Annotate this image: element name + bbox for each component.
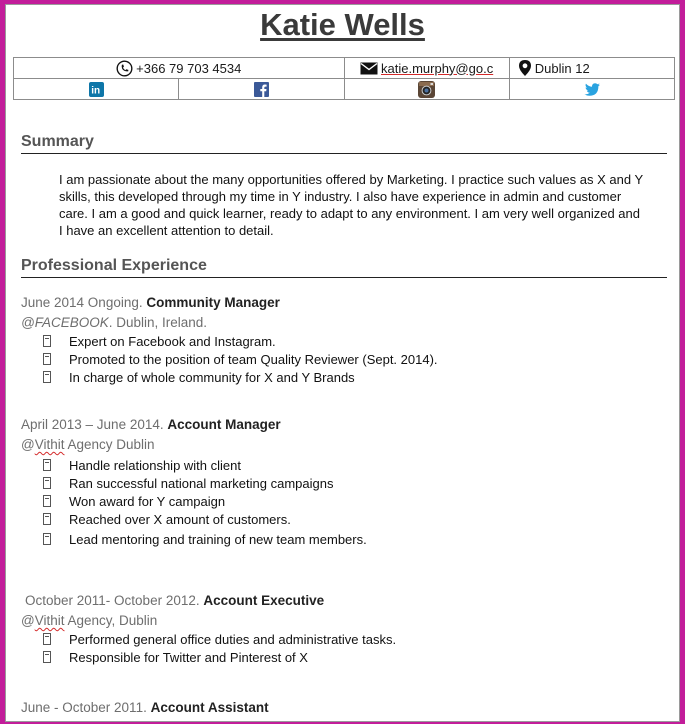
location-cell: [509, 58, 674, 79]
bullet-box-icon: [43, 459, 51, 471]
phone-number: +366 79 703 4534: [136, 60, 242, 76]
list-item: [43, 350, 438, 368]
summary-line: care. I am a good and quick learner, ready to adapt to any environment. I am very well organized and: [59, 206, 641, 221]
contact-table: [13, 57, 675, 100]
company-location: . Dublin, Ireland.: [108, 315, 208, 330]
bullet-box-icon: [43, 651, 51, 663]
facebook-icon[interactable]: [254, 82, 269, 97]
email-cell: [344, 58, 509, 79]
list-item: [43, 332, 438, 350]
company-at-sign: @: [21, 437, 35, 452]
job-date: June - October 2011.: [21, 700, 151, 715]
company-location: Agency, Dublin: [64, 613, 158, 628]
job-date: April 2013 – June 2014.: [21, 417, 168, 432]
envelope-icon: [360, 62, 378, 75]
resume-page: [5, 4, 680, 722]
list-item: [43, 510, 367, 528]
list-item: [43, 530, 367, 548]
email-link[interactable]: katie.murphy@go.c: [381, 60, 494, 76]
list-item: [43, 630, 396, 648]
company-name: Vithit: [34, 613, 65, 628]
summary-text: [59, 171, 669, 239]
bullet-box-icon: [43, 533, 51, 545]
company-handle: @FACEBOOK: [21, 315, 109, 330]
bullet-text: Handle relationship with client: [69, 457, 241, 473]
list-item: [43, 648, 396, 666]
list-item: [43, 474, 367, 492]
instagram-cell: [344, 79, 509, 100]
bullet-box-icon: [43, 477, 51, 489]
bullet-text: Won award for Y campaign: [69, 493, 226, 509]
job-header: [25, 593, 324, 608]
facebook-cell: [179, 79, 344, 100]
bullet-box-icon: [43, 353, 51, 365]
twitter-icon[interactable]: [584, 83, 600, 96]
location-text: Dublin 12: [534, 60, 590, 76]
summary-heading: Summary: [21, 133, 667, 154]
job-company: [21, 437, 155, 452]
bullet-box-icon: [43, 495, 51, 507]
bullet-text: Promoted to the position of team Quality Reviewer (Sept. 2014).: [69, 351, 438, 367]
job-title: Account Executive: [203, 593, 325, 608]
bullet-box-icon: [43, 633, 51, 645]
bullet-text: Expert on Facebook and Instagram.: [69, 333, 276, 349]
experience-heading: Professional Experience: [21, 257, 667, 278]
job-header: [21, 417, 281, 432]
job-bullets: [43, 630, 396, 666]
summary-line: I have an excellent attention to detail.: [59, 223, 274, 238]
bullet-text: Performed general office duties and administrative tasks.: [69, 631, 397, 647]
map-pin-icon: [518, 59, 532, 77]
list-item: [43, 492, 367, 510]
bullet-text: Lead mentoring and training of new team members.: [69, 531, 367, 547]
bullet-text: In charge of whole community for X and Y Brands: [69, 369, 355, 385]
job-title: Community Manager: [146, 295, 280, 310]
svg-text:in: in: [90, 85, 100, 96]
job-header: [21, 295, 280, 310]
company-at-sign: @: [21, 613, 35, 628]
bullet-box-icon: [43, 513, 51, 525]
job-company: [21, 613, 157, 628]
linkedin-cell: [14, 79, 179, 100]
instagram-icon[interactable]: [418, 81, 435, 98]
job-date: June 2014 Ongoing.: [21, 295, 147, 310]
job-title: Account Assistant: [150, 700, 269, 715]
candidate-name: Katie Wells: [260, 7, 425, 42]
bullet-text: Reached over X amount of customers.: [69, 511, 291, 527]
job-bullets: [43, 332, 438, 386]
job-date: October 2011- October 2012.: [25, 593, 204, 608]
list-item: [43, 456, 367, 474]
list-item: [43, 368, 438, 386]
bullet-box-icon: [43, 335, 51, 347]
bullet-text: Ran successful national marketing campaigns: [69, 475, 334, 491]
job-bullets: [43, 456, 367, 548]
twitter-cell: [509, 79, 674, 100]
job-header: [21, 700, 269, 715]
company-name: Vithit: [34, 437, 65, 452]
job-title: Account Manager: [167, 417, 281, 432]
summary-line: I am passionate about the many opportunities offered by Marketing. I practice such values as X and Y: [59, 172, 644, 187]
phone-cell: [14, 58, 345, 79]
company-location: Agency Dublin: [64, 437, 155, 452]
bullet-text: Responsible for Twitter and Pinterest of X: [69, 649, 308, 665]
linkedin-icon[interactable]: [89, 82, 104, 97]
phone-icon: [116, 60, 133, 77]
bullet-box-icon: [43, 371, 51, 383]
job-company: [21, 315, 207, 330]
summary-line: skills, this developed through my time in Y industry. I also have experience in admin and customer: [59, 189, 622, 204]
